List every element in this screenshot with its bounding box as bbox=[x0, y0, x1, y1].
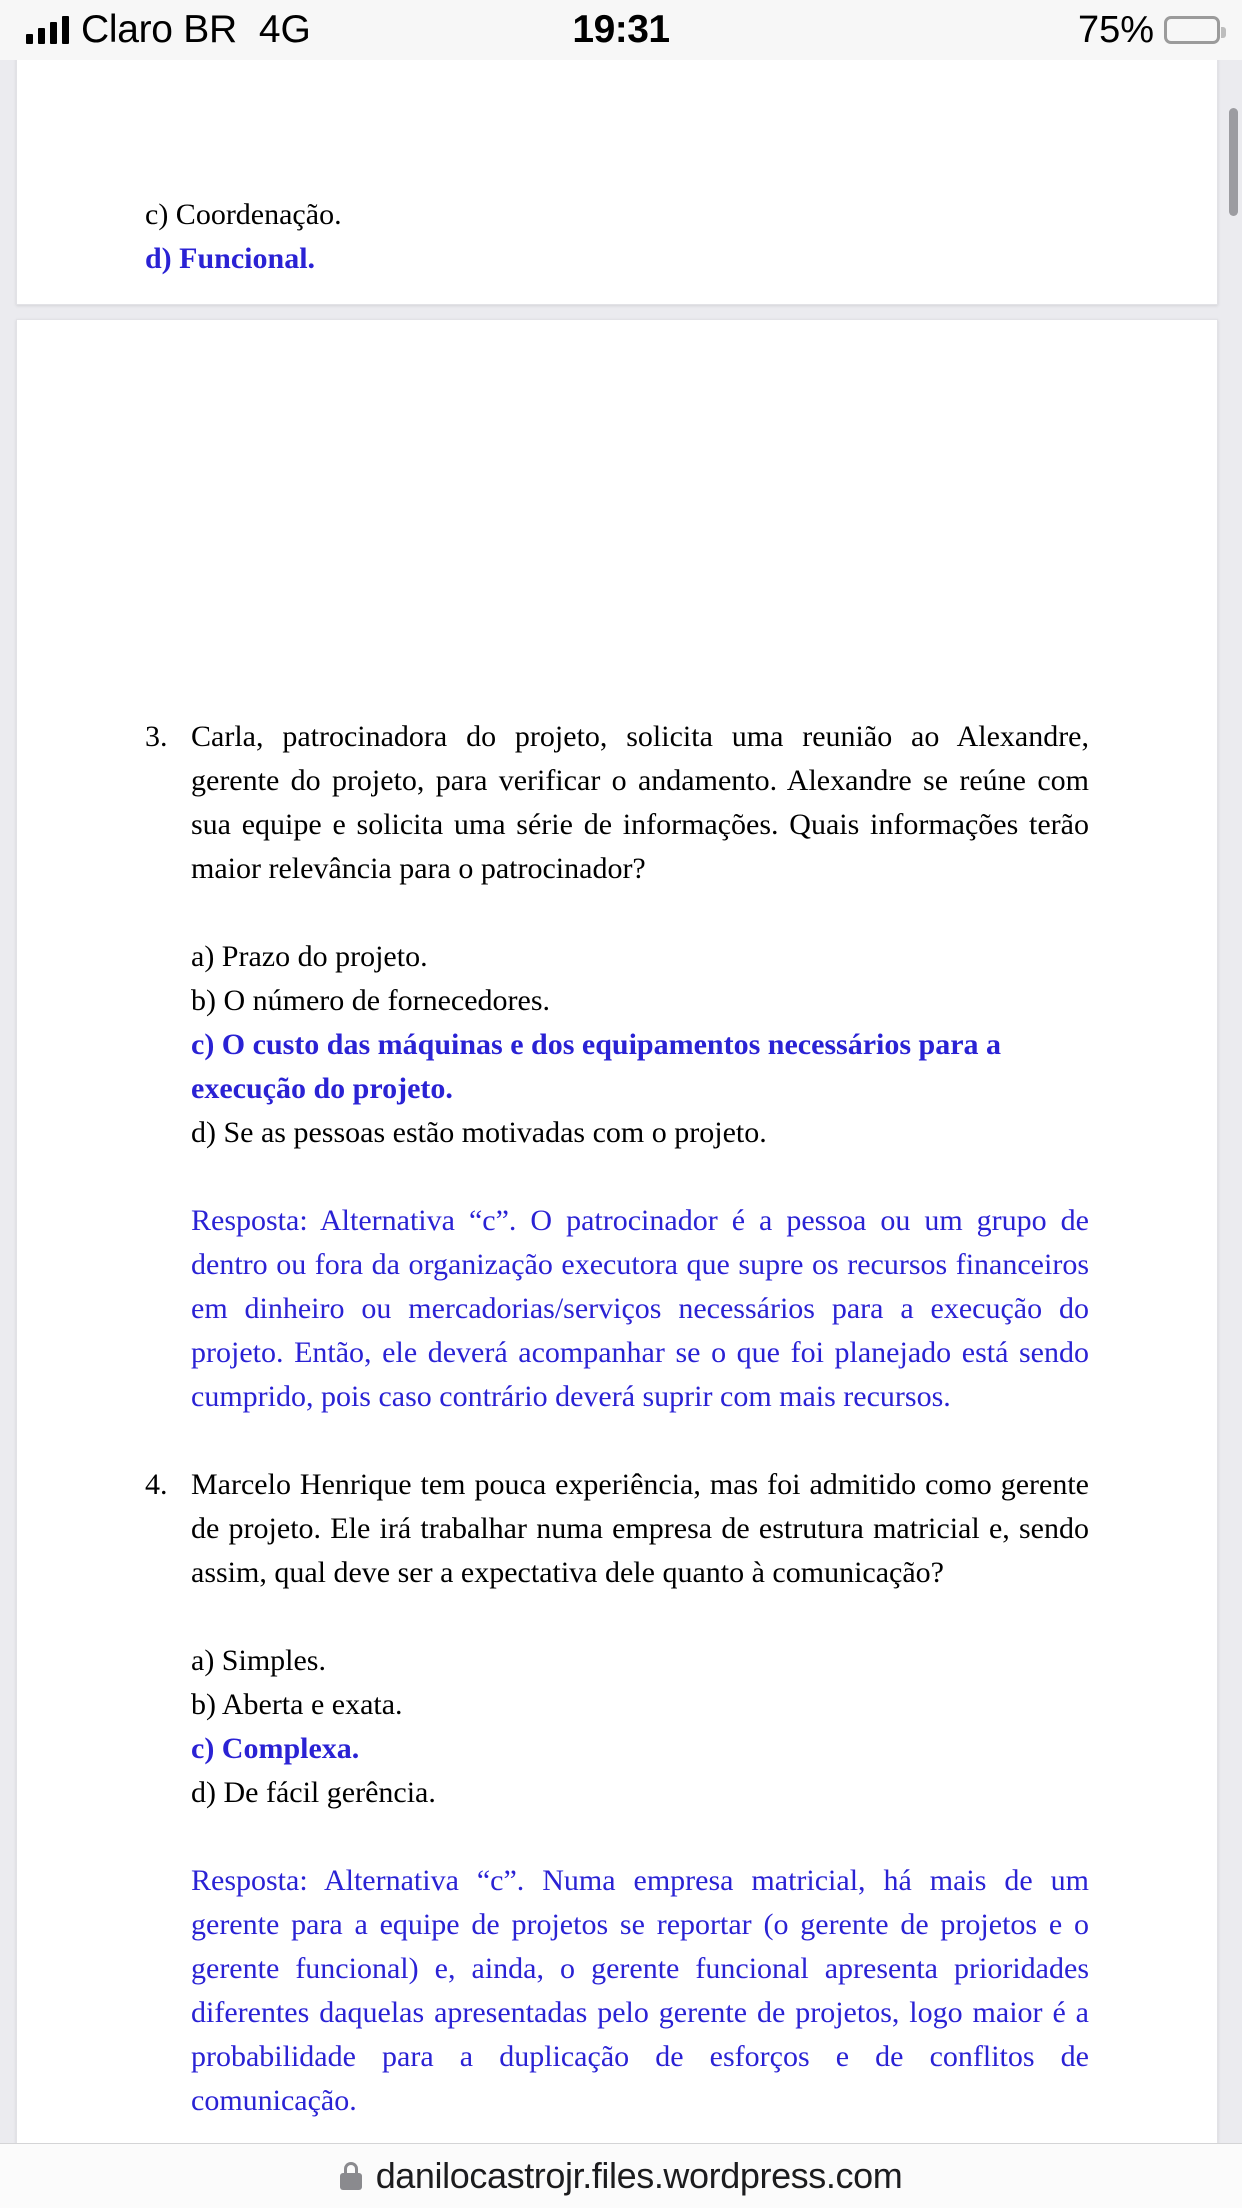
option-d: d) Se as pessoas estão motivadas com o projeto. bbox=[191, 1116, 767, 1149]
question-body bbox=[191, 715, 1089, 1419]
question-options bbox=[191, 1639, 1089, 1815]
pdf-viewer[interactable] bbox=[0, 60, 1242, 2143]
question-body bbox=[191, 1463, 1089, 2123]
option-c: c) Complexa. bbox=[191, 1732, 360, 1765]
clock-label: 19:31 bbox=[572, 8, 670, 51]
scrollbar-thumb[interactable] bbox=[1229, 108, 1238, 216]
url-label[interactable]: danilocastrojr.files.wordpress.com bbox=[375, 2155, 903, 2196]
browser-bottom-bar[interactable] bbox=[0, 2143, 1242, 2208]
option-b: b) O número de fornecedores. bbox=[191, 984, 551, 1017]
vertical-scrollbar[interactable] bbox=[1226, 60, 1242, 2143]
battery-icon bbox=[1164, 16, 1220, 44]
document-page-2 bbox=[16, 319, 1218, 2143]
question-prompt: Marcelo Henrique tem pouca experiência, mas foi admitido como gerente de projeto. Ele irá trabalhar numa empresa de estrutura matricial e, sendo assim, qual deve ser a expectativa dele quanto à comunicação? bbox=[191, 1468, 1089, 1589]
network-type-label: 4G bbox=[258, 8, 311, 51]
question-prompt: Carla, patrocinadora do projeto, solicita uma reunião ao Alexandre, gerente do projeto, para verificar o andamento. Alexandre se reúne com sua equipe e solicita uma série de informações. Quais informações terão maior relevância para o patrocinador? bbox=[191, 720, 1089, 885]
option-c: c) Coordenação. bbox=[145, 198, 342, 231]
document-page-1 bbox=[16, 60, 1218, 305]
question-number: 3. bbox=[145, 720, 168, 753]
page-2-content bbox=[145, 715, 1089, 2123]
page-1-options bbox=[145, 193, 1089, 281]
status-bar-right bbox=[1078, 9, 1220, 52]
battery-percent-label: 75% bbox=[1077, 8, 1154, 51]
carrier-label: Claro BR bbox=[81, 8, 237, 51]
status-bar bbox=[0, 0, 1242, 60]
question-number: 4. bbox=[145, 1468, 168, 1501]
question-answer: Resposta: Alternativa “c”. O patrocinador é a pessoa ou um grupo de dentro ou fora da organização executora que supre os recursos financeiros em dinheiro ou mercadorias/serviços necessários para a execução do projeto. Então, ele deverá acompanhar se o que foi planejado está sendo cumprido, pois caso contrário deverá suprir com mais recursos. bbox=[191, 1204, 1089, 1413]
option-c: c) O custo das máquinas e dos equipamentos necessários para a execução do projeto. bbox=[191, 1028, 1009, 1105]
option-d: d) De fácil gerência. bbox=[191, 1776, 436, 1809]
lock-icon bbox=[340, 2162, 362, 2190]
question-options bbox=[191, 935, 1089, 1155]
option-b: b) Aberta e exata. bbox=[191, 1688, 403, 1721]
question-answer: Resposta: Alternativa “c”. Numa empresa matricial, há mais de um gerente para a equipe de projetos se reportar (o gerente de projetos e o gerente funcional) e, ainda, o gerente funcional apresenta prioridades diferentes daquelas apresentadas pelo gerente de projetos, logo maior é a probabilidade para a duplicação de esforços e de conflitos de comunicação. bbox=[191, 1864, 1089, 2117]
question-item bbox=[145, 1463, 1089, 2123]
option-a: a) Simples. bbox=[191, 1644, 326, 1677]
option-a: a) Prazo do projeto. bbox=[191, 940, 428, 973]
question-item bbox=[145, 715, 1089, 1419]
option-d: d) Funcional. bbox=[145, 242, 316, 275]
